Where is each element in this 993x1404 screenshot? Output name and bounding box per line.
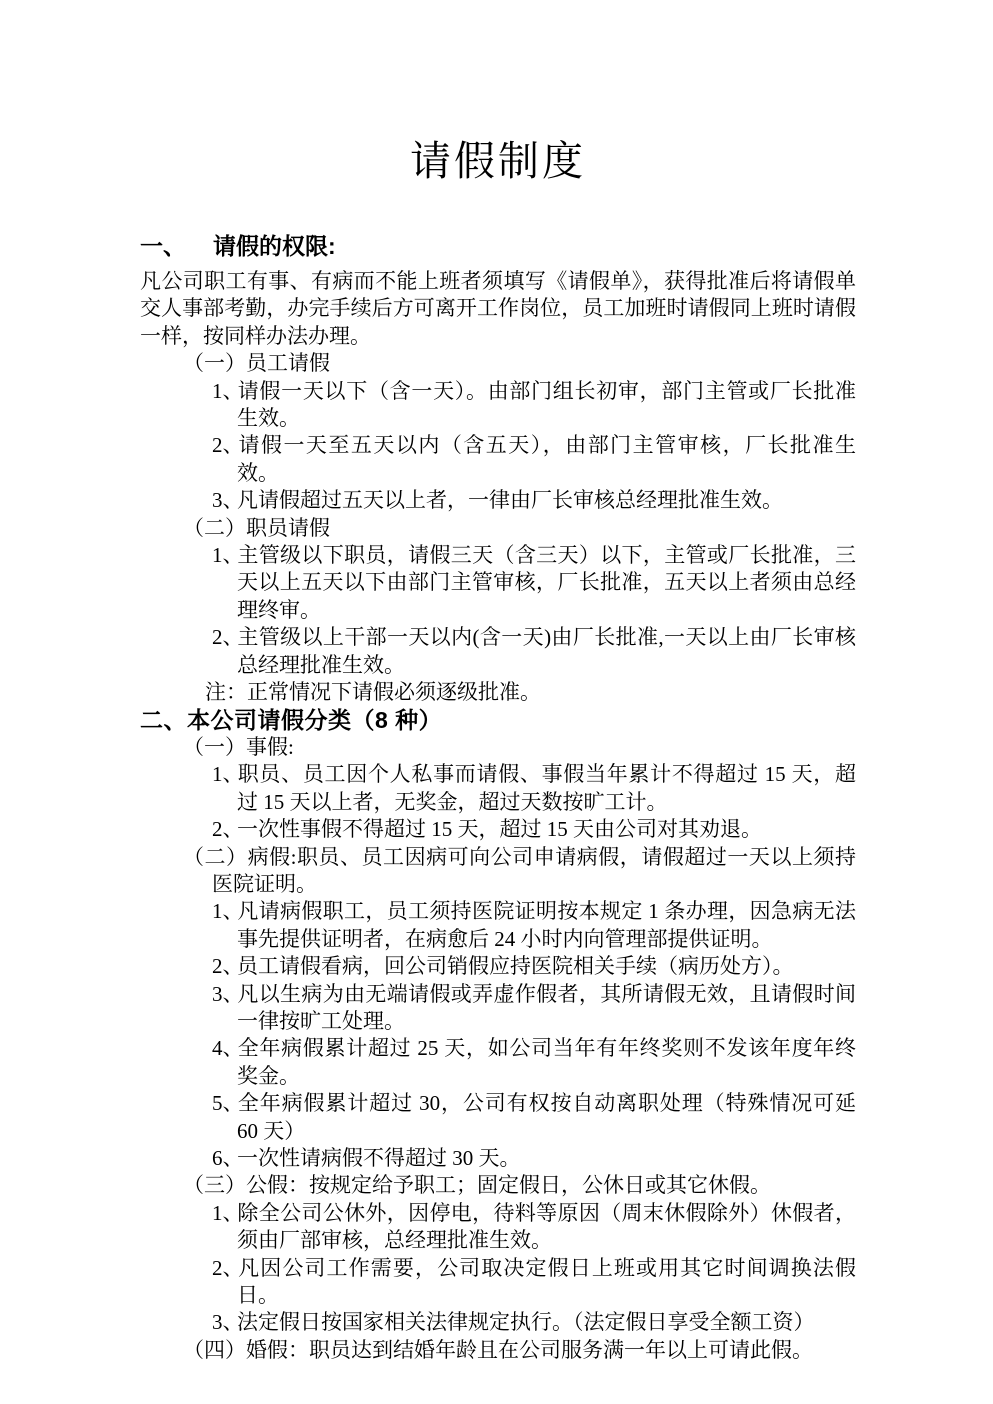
- item-number: 2、: [212, 433, 244, 458]
- subsection-title: 事假:: [246, 734, 294, 759]
- list-item: [140, 816, 856, 843]
- item-number: 1、: [212, 899, 244, 924]
- item-number: 1、: [212, 543, 244, 568]
- section-heading-2: 二、本公司请假分类（8 种）: [140, 706, 443, 733]
- item-text: 主管级以上干部一天以内(含一天)由厂长批准,一天以上由厂长审核总经理批准生效。: [237, 625, 856, 677]
- item-number: 3、: [212, 981, 244, 1006]
- item-text: 除全公司公休外，因停电，待料等原因（周末休假除外）休假者，须由厂部审核，总经理批准生效。: [237, 1200, 856, 1253]
- document-body: [140, 268, 856, 1364]
- subsection-2-3-heading: [140, 1172, 856, 1199]
- list-item: [140, 378, 856, 433]
- subsection-title: 病假:职员、员工因病可向公司申请病假，请假超过一天以上须持医院证明。: [212, 844, 857, 896]
- item-number: 1、: [212, 1200, 244, 1225]
- item-text: 职员、员工因个人私事而请假、事假当年累计不得超过 15 天，超过 15 天以上者，无奖金，超过天数按旷工计。: [237, 762, 856, 814]
- subsection-label: （四）: [183, 1337, 246, 1362]
- subsection-2-4-heading: [140, 1337, 856, 1364]
- item-text: 员工请假看病，回公司销假应持医院相关手续（病历处方）。: [237, 954, 794, 979]
- subsection-label: （二）: [183, 844, 248, 869]
- subsection-title: 职员请假: [246, 515, 330, 540]
- subsection-label: （三）: [183, 1173, 246, 1198]
- item-text: 主管级以下职员，请假三天（含三天）以下，主管或厂长批准，三天以上五天以下由部门主管审核，厂长批准，五天以上者须由总经理终审。: [237, 543, 856, 622]
- subsection-2-1-heading: [140, 734, 856, 761]
- list-item: [140, 898, 856, 953]
- list-item: [140, 1090, 856, 1145]
- item-number: 4、: [212, 1036, 244, 1061]
- item-number: 3、: [212, 1310, 244, 1335]
- item-number: 1、: [212, 762, 244, 787]
- list-item: [140, 981, 856, 1036]
- item-number: 1、: [212, 378, 244, 403]
- list-item: [140, 432, 856, 487]
- item-text: 凡请假超过五天以上者，一律由厂长审核总经理批准生效。: [237, 488, 783, 513]
- document-title: 请假制度: [410, 138, 586, 184]
- item-number: 2、: [212, 817, 244, 842]
- section-heading-1: [140, 231, 856, 261]
- item-text: 全年病假累计超过 30，公司有权按自动离职处理（特殊情况可延 60 天）: [237, 1091, 856, 1143]
- list-item: [140, 1255, 856, 1310]
- item-number: 2、: [212, 954, 244, 979]
- list-item: [140, 487, 856, 514]
- subsection-title: 员工请假: [246, 351, 330, 376]
- item-text: 一次性事假不得超过 15 天，超过 15 天由公司对其劝退。: [237, 817, 762, 842]
- item-text: 凡请病假职工，员工须持医院证明按本规定 1 条办理，因急病无法事先提供证明者，在病愈后 24 小时内向管理部提供证明。: [237, 899, 856, 951]
- subsection-title: 公假：按规定给予职工；固定假日，公休日或其它休假。: [246, 1173, 771, 1198]
- subsection-1-1-heading: [140, 350, 856, 377]
- item-text: 全年病假累计超过 25 天，如公司当年有年终奖则不发该年度年终奖金。: [237, 1036, 856, 1088]
- item-number: 2、: [212, 1255, 244, 1280]
- item-text: 请假一天以下（含一天）。由部门组长初审，部门主管或厂长批准生效。: [237, 378, 856, 431]
- subsection-1-2-heading: [140, 515, 856, 542]
- item-text: 请假一天至五天以内（含五天），由部门主管审核，厂长批准生效。: [237, 433, 856, 485]
- list-item: [140, 761, 856, 816]
- subsection-label: （一）: [183, 734, 246, 759]
- subsection-2-2-heading: [140, 844, 856, 899]
- item-text: 凡因公司工作需要，公司取决定假日上班或用其它时间调换法假日。: [237, 1255, 856, 1308]
- list-item: [140, 542, 856, 624]
- item-number: 6、: [212, 1146, 244, 1170]
- item-text: 凡以生病为由无端请假或弄虚作假者，其所请假无效，且请假时间一律按旷工处理。: [237, 981, 856, 1033]
- item-text: 法定假日按国家相关法律规定执行。（法定假日享受全额工资）: [237, 1310, 815, 1335]
- subsection-label: （一）: [183, 351, 246, 376]
- section-1-intro: 凡公司职工有事、有病而不能上班者须填写《请假单》，获得批准后将请假单交人事部考勤，办完手续后方可离开工作岗位，员工加班时请假同上班时请假一样，按同样办法办理。: [140, 269, 856, 348]
- item-number: 5、: [212, 1091, 244, 1116]
- item-number: 2、: [212, 625, 244, 650]
- section-1-note: 注：正常情况下请假必须逐级批准。: [205, 680, 541, 705]
- section-1-title: 请假的权限:: [213, 233, 336, 259]
- list-item: [140, 624, 856, 679]
- list-item: [140, 953, 856, 980]
- list-item: [140, 1145, 856, 1172]
- subsection-title: 婚假：职员达到结婚年龄且在公司服务满一年以上可请此假。: [246, 1337, 813, 1362]
- list-item: [140, 1309, 856, 1336]
- item-text: 一次性请病假不得超过 30 天。: [237, 1146, 521, 1170]
- subsection-label: （二）: [183, 515, 246, 540]
- item-number: 3、: [212, 488, 244, 513]
- list-item: [140, 1200, 856, 1255]
- section-1-number: 一、: [140, 233, 186, 259]
- list-item: [140, 1035, 856, 1090]
